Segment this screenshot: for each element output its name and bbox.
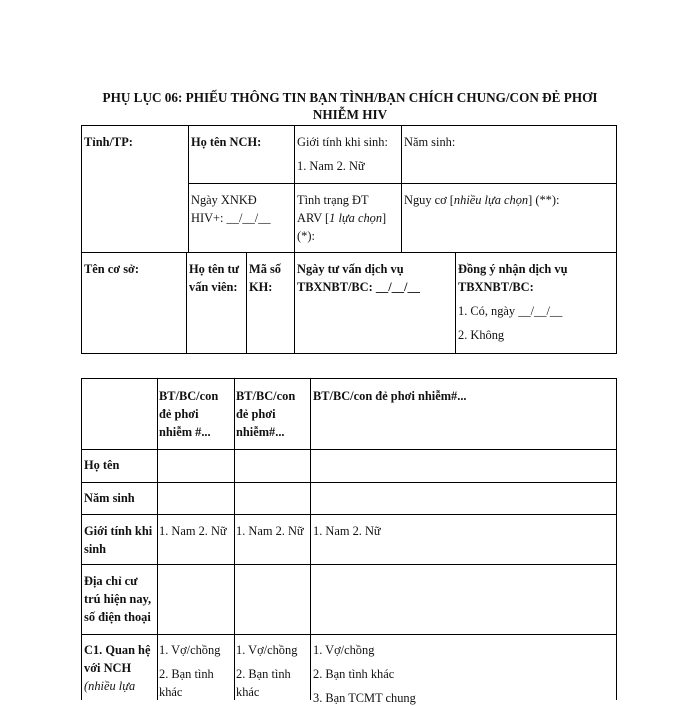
risk-field xyxy=(404,191,559,209)
rule xyxy=(246,252,247,353)
province-label: Tỉnh/TP: xyxy=(84,135,133,149)
consent-line-1: Đồng ý nhận dịch vụ xyxy=(458,262,568,276)
rule xyxy=(401,125,402,252)
column-header-3: BT/BC/con đẻ phơi nhiễm#... xyxy=(313,389,467,403)
c1-option-cont: khác xyxy=(236,685,260,699)
c1-option: 1. Vợ/chồng xyxy=(159,643,221,657)
consult-date-line-2: TBXNBT/BC: __/__/__ xyxy=(297,280,420,294)
row-label-birth: Năm sinh xyxy=(84,491,135,505)
counselor-line-2: vấn viên: xyxy=(189,280,238,294)
c1-option: 2. Bạn tình khác xyxy=(313,667,395,681)
facility-label: Tên cơ sở: xyxy=(84,262,140,276)
col2-line-2: đẻ phơi xyxy=(236,407,276,421)
rule xyxy=(234,378,235,700)
hiv-date-line-2: HIV+: __/__/__ xyxy=(191,211,271,225)
row-label-relationship xyxy=(84,641,150,695)
gender-options-1: 1. Nam 2. Nữ xyxy=(159,524,227,538)
consult-date-field xyxy=(297,260,420,296)
consent-yes-option: 1. Có, ngày __/__/__ xyxy=(458,304,563,318)
rule xyxy=(188,183,617,184)
rule xyxy=(81,564,617,565)
arv-line-1: Tình trạng ĐT xyxy=(297,193,369,207)
arv-line-2 xyxy=(297,209,386,227)
c1-option-cont: khác xyxy=(159,685,183,699)
address-line-1: Địa chỉ cư xyxy=(84,574,138,588)
rule xyxy=(81,125,617,126)
rule xyxy=(81,252,82,353)
relationship-options-2 xyxy=(236,641,297,701)
consent-line-2: TBXNBT/BC: xyxy=(458,280,534,294)
c1-option: 1. Vợ/chồng xyxy=(236,643,298,657)
gender-options-2: 1. Nam 2. Nữ xyxy=(236,524,304,538)
gender-label: Giới tính khi sinh: xyxy=(297,135,388,149)
gender-row-line-2: sinh xyxy=(84,542,107,556)
column-header-1 xyxy=(159,387,218,441)
counselor-line-1: Họ tên tư xyxy=(189,262,240,276)
arv-choice-hint: 1 lựa chọn xyxy=(329,211,383,225)
rule xyxy=(81,449,617,450)
rule xyxy=(81,514,617,515)
hiv-date-line-1: Ngày XNKĐ xyxy=(191,193,257,207)
row-label-address xyxy=(84,572,151,626)
consent-no-option: 2. Không xyxy=(458,328,505,342)
client-code-line-2: KH: xyxy=(249,280,273,294)
col1-line-3: nhiễm #... xyxy=(159,425,211,439)
rule xyxy=(455,252,456,353)
rule xyxy=(186,252,187,353)
relationship-options-3 xyxy=(313,641,416,707)
title-line-1: PHỤ LỤC 06: PHIẾU THÔNG TIN BẠN TÌNH/BẠN CHÍCH CHUNG/CON ĐẺ PHƠI xyxy=(102,90,598,105)
rule xyxy=(81,252,617,253)
arv-line-3: (*): xyxy=(297,229,315,243)
rule xyxy=(81,125,82,252)
rule xyxy=(157,378,158,700)
address-line-2: trú hiện nay, xyxy=(84,592,152,606)
birth-year-label: Năm sinh: xyxy=(404,135,456,149)
rule xyxy=(616,125,617,252)
rule xyxy=(81,482,617,483)
row-label-name: Họ tên xyxy=(84,458,120,472)
c1-option: 3. Bạn TCMT chung xyxy=(313,691,416,705)
rule xyxy=(81,353,617,354)
col2-line-1: BT/BC/con xyxy=(236,389,296,403)
arv-status-field xyxy=(297,191,386,245)
rule xyxy=(188,125,189,252)
col1-line-2: đẻ phơi xyxy=(159,407,199,421)
risk-text: Nguy cơ [ xyxy=(404,193,454,207)
rule xyxy=(616,378,617,700)
col2-line-3: nhiễm#... xyxy=(236,425,285,439)
rule xyxy=(81,378,82,700)
c1-line-1: C1. Quan hệ xyxy=(84,643,151,657)
address-line-3: số điện thoại xyxy=(84,610,151,624)
counselor-field xyxy=(189,260,239,296)
document-title xyxy=(80,89,620,123)
rule xyxy=(81,634,617,635)
arv-text: ARV [ xyxy=(297,211,330,225)
row-label-gender xyxy=(84,522,152,558)
gender-options-3: 1. Nam 2. Nữ xyxy=(313,524,381,538)
c1-line-3: (nhiều lựa xyxy=(84,679,136,693)
client-code-field xyxy=(249,260,281,296)
c1-option: 2. Bạn tình xyxy=(236,667,291,681)
column-header-2 xyxy=(236,387,295,441)
risk-choice-hint: nhiều lựa chọn xyxy=(453,193,529,207)
consult-date-line-1: Ngày tư vấn dịch vụ xyxy=(297,262,404,276)
gender-row-line-1: Giới tính khi xyxy=(84,524,153,538)
client-code-line-1: Mã số xyxy=(249,262,282,276)
gender-options: 1. Nam 2. Nữ xyxy=(297,159,365,173)
rule xyxy=(81,378,617,379)
nch-name-label: Họ tên NCH: xyxy=(191,135,262,149)
c1-option: 2. Bạn tình xyxy=(159,667,214,681)
rule xyxy=(310,378,311,700)
risk-text-end: ] (**): xyxy=(528,193,560,207)
title-line-2: NHIỄM HIV xyxy=(312,107,388,122)
col1-line-1: BT/BC/con xyxy=(159,389,219,403)
rule xyxy=(616,252,617,353)
consent-field xyxy=(458,260,568,344)
relationship-options-1 xyxy=(159,641,220,701)
c1-option: 1. Vợ/chồng xyxy=(313,643,375,657)
rule xyxy=(294,125,295,252)
c1-line-2: với NCH xyxy=(84,661,132,675)
hiv-date-field xyxy=(191,191,271,227)
arv-text-end: ] xyxy=(382,211,387,225)
gender-field xyxy=(297,133,388,175)
rule xyxy=(294,252,295,353)
